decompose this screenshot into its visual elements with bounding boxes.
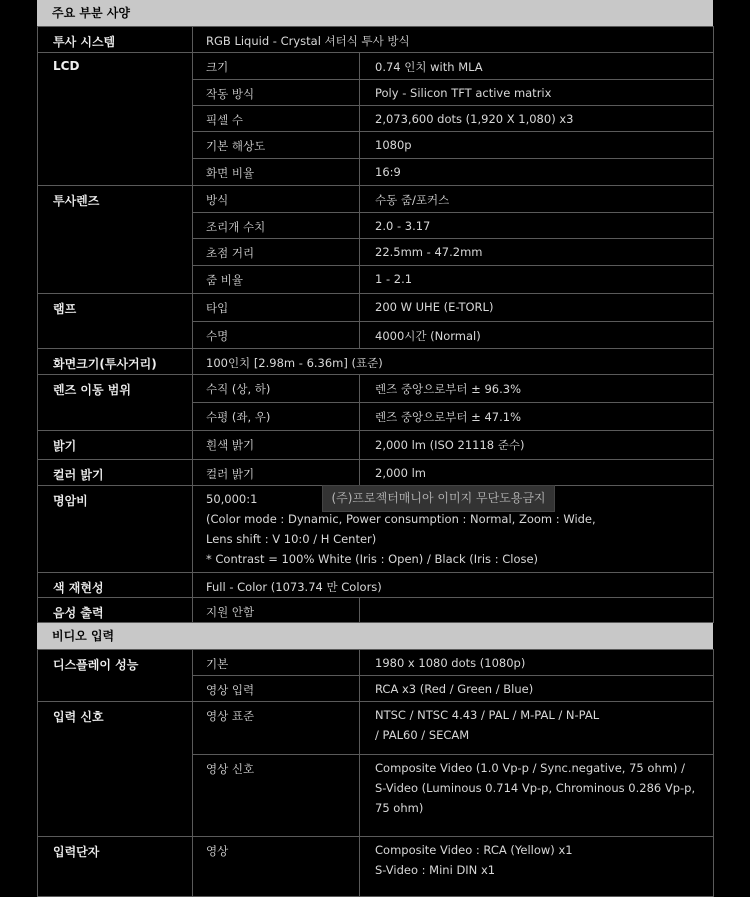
row-label-projection-lens: 투사렌즈 <box>38 186 193 294</box>
input-signal-value <box>360 755 714 837</box>
input-signal-line: Composite Video (1.0 Vp-p / Sync.negative, 75 ohm) / <box>375 761 685 775</box>
projection-system-value: RGB Liquid - Crystal 셔터식 투사 방식 <box>193 27 714 53</box>
lens-shift-sub-label: 수평 (좌, 우) <box>193 403 360 431</box>
row-label-lcd: LCD <box>38 53 193 186</box>
row-label-color-reproduction: 색 재현성 <box>38 573 193 598</box>
brightness-sub-label: 흰색 밝기 <box>193 431 360 460</box>
input-signal-sub-label: 영상 신호 <box>193 755 360 837</box>
color-brightness-sub-label: 컬러 밝기 <box>193 460 360 486</box>
color-brightness-value: 2,000 lm <box>360 460 714 486</box>
audio-output-value: 지원 안함 <box>193 598 360 623</box>
lcd-sub-label: 픽셀 수 <box>193 106 360 132</box>
section-video-input: 비디오 입력 <box>37 623 713 649</box>
input-standard-line: NTSC / NTSC 4.43 / PAL / M-PAL / N-PAL <box>375 708 600 722</box>
lens-sub-label: 방식 <box>193 186 360 213</box>
lens-value: 2.0 - 3.17 <box>360 213 714 239</box>
spec-table-video <box>37 649 714 897</box>
lcd-sub-label: 크기 <box>193 53 360 80</box>
lcd-sub-label: 기본 해상도 <box>193 132 360 159</box>
color-reproduction-value: Full - Color (1073.74 만 Colors) <box>193 573 714 598</box>
row-label-input-terminal: 입력단자 <box>38 837 193 897</box>
contrast-line: 50,000:1 <box>206 492 258 506</box>
row-label-contrast: 명암비 <box>38 486 193 573</box>
lens-sub-label: 줌 비율 <box>193 266 360 294</box>
row-label-input-signal: 입력 신호 <box>38 702 193 837</box>
lens-shift-value: 렌즈 중앙으로부터 ± 96.3% <box>360 375 714 403</box>
lens-sub-label: 조리개 수치 <box>193 213 360 239</box>
lcd-sub-label: 화면 비율 <box>193 159 360 186</box>
lens-shift-value: 렌즈 중앙으로부터 ± 47.1% <box>360 403 714 431</box>
spec-table-main <box>37 26 714 623</box>
lens-value: 1 - 2.1 <box>360 266 714 294</box>
lcd-sub-label: 작동 방식 <box>193 80 360 106</box>
input-signal-line: S-Video (Luminous 0.714 Vp-p, Chrominous 0.286 Vp-p, <box>375 781 696 795</box>
display-sub-label: 영상 입력 <box>193 676 360 702</box>
input-terminal-line: S-Video : Mini DIN x1 <box>375 863 496 877</box>
lcd-value: 2,073,600 dots (1,920 X 1,080) x3 <box>360 106 714 132</box>
lamp-value: 4000시간 (Normal) <box>360 322 714 349</box>
row-label-lamp: 램프 <box>38 294 193 349</box>
input-standard-line: / PAL60 / SECAM <box>375 728 470 742</box>
contrast-line: (Color mode : Dynamic, Power consumption : Normal, Zoom : Wide, <box>206 512 596 526</box>
input-standard-value <box>360 702 714 755</box>
lamp-value: 200 W UHE (E-TORL) <box>360 294 714 322</box>
row-label-projection-system: 투사 시스템 <box>38 27 193 53</box>
contrast-line: Lens shift : V 10:0 / H Center) <box>206 532 377 546</box>
lcd-value: 1080p <box>360 132 714 159</box>
lcd-value: 16:9 <box>360 159 714 186</box>
row-label-brightness: 밝기 <box>38 431 193 460</box>
row-label-display-performance: 디스플레이 성능 <box>38 650 193 702</box>
lcd-value: Poly - Silicon TFT active matrix <box>360 80 714 106</box>
row-label-screen-size: 화면크기(투사거리) <box>38 349 193 375</box>
input-signal-line: 75 ohm) <box>375 801 424 815</box>
row-label-audio-output: 음성 출력 <box>38 598 193 623</box>
screen-size-value: 100인치 [2.98m - 6.36m] (표준) <box>193 349 714 375</box>
row-label-color-brightness: 컬러 밝기 <box>38 460 193 486</box>
display-sub-label: 기본 <box>193 650 360 676</box>
display-value: RCA x3 (Red / Green / Blue) <box>360 676 714 702</box>
brightness-value: 2,000 lm (ISO 21118 준수) <box>360 431 714 460</box>
display-value: 1980 x 1080 dots (1080p) <box>360 650 714 676</box>
lcd-value: 0.74 인치 with MLA <box>360 53 714 80</box>
spec-sheet <box>37 0 713 897</box>
audio-output-empty <box>360 598 714 623</box>
input-terminal-value <box>360 837 714 897</box>
section-main-spec: 주요 부분 사양 <box>37 0 713 26</box>
watermark: (주)프로젝터매니아 이미지 무단도용금지 <box>322 485 555 512</box>
input-terminal-line: Composite Video : RCA (Yellow) x1 <box>375 843 573 857</box>
lens-value: 22.5mm - 47.2mm <box>360 239 714 266</box>
row-label-lens-shift: 렌즈 이동 범위 <box>38 375 193 431</box>
input-standard-sub-label: 영상 표준 <box>193 702 360 755</box>
input-terminal-sub-label: 영상 <box>193 837 360 897</box>
lamp-sub-label: 수명 <box>193 322 360 349</box>
lamp-sub-label: 타입 <box>193 294 360 322</box>
lens-value: 수동 줌/포커스 <box>360 186 714 213</box>
lens-sub-label: 초점 거리 <box>193 239 360 266</box>
contrast-line: * Contrast = 100% White (Iris : Open) / Black (Iris : Close) <box>206 552 539 566</box>
lens-shift-sub-label: 수직 (상, 하) <box>193 375 360 403</box>
